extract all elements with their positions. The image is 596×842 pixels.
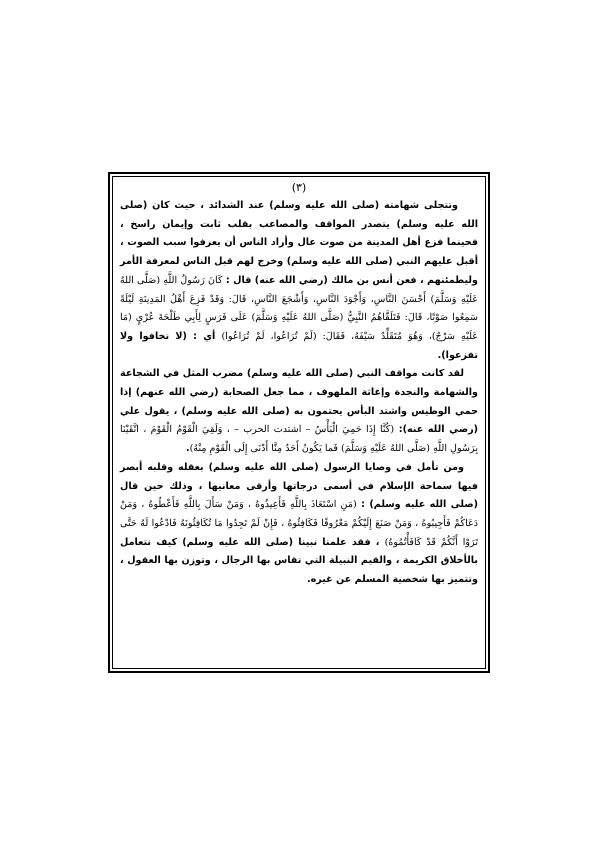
page-number: (٣) bbox=[291, 181, 307, 194]
paragraph-text: ومن تأمل في وصايا الرسول (صلى الله عليه وسلم) بعقله وقلبه أبصر فيها سماحة الإسلام في أسمى درجاتها وأرقى معانيها ، وذلك حين قال (صلى الله عليه وسلم) : bbox=[120, 461, 478, 511]
paragraph-text: . bbox=[185, 443, 190, 455]
paragraph-courage bbox=[120, 197, 478, 365]
paragraph-text: لقد كانت مواقف النبي (صلى الله عليه وسلم) مضرب المثل في الشجاعة والشهامة والنجدة وإغاثة الملهوف ، مما جعل الصحابة (رضي الله عنهم) إذا حمي الوطيس واشتد البأس يحتمون به (صلى الله عليه وسلم) ، يقول علي (رضي الله عنه): bbox=[120, 368, 478, 436]
page-border-inner bbox=[112, 176, 486, 669]
paragraph-bravery bbox=[120, 365, 478, 459]
paragraph-text: وتتجلى شهامته (صلى الله عليه وسلم) عند الشدائد ، حيث كان (صلى الله عليه وسلم) يتصدر المواقف والمصاعب بقلب ثابت وإيمان راسخ ، فحينما فزع أهل المدينة من صوت عال وأراد الناس أن يعرفوا سبب الصوت ، أقبل عليهم النبي (صلى الله عليه وسلم) وخرج لهم قبل الناس لمعرفة الأمر وليطمئنهم ، فعن أنس بن مالك (رضي الله عنه) قال : bbox=[120, 200, 478, 286]
hadith-quote: كَانَ رَسُولُ اللَّهِ (صَلَّى اللهُ عَلَيْهِ وَسَلَّمَ) أَحْسَنَ النَّاسِ، وَأَجْوَدَ النَّاسِ، وَأَشْجَعَ النَّاسِ، قَالَ: وَقَدْ فَزِعَ أَهْلُ المَدِينَةِ لَيْلَةً سَمِعُوا صَوْتًا، قَالَ: فَتَلَقَّاهُمُ النَّبِيُّ (صَلَّى اللهُ عَلَيْهِ وَسَلَّمَ) عَلَى فَرَسٍ لِأَبِي طَلْحَةَ عُرْيٍ (مَا عَلَيْهِ سَرْجٌ)، وَهُوَ مُتَقَلِّدٌ سَيْفَهُ، فَقَالَ: (لَمْ تُرَاعُوا، لَمْ تُرَاعُوا) bbox=[120, 274, 478, 342]
paragraph-tolerance bbox=[120, 459, 478, 590]
article-body bbox=[120, 197, 478, 590]
paragraph-text: أي : (لا تخافوا ولا تفزعوا). bbox=[120, 330, 478, 361]
hadith-quote: (كُنَّا إِذَا حَمِيَ الْبَأْسُ – اشتدت الحرب – ، وَلَقِيَ الْقَوْمُ الْقَوْمَ ، اتَّقَيْنَا بِرَسُولِ اللَّهِ (صَلَّى اللهُ عَلَيْهِ وَسَلَّمَ) فَما يَكُونُ أَحَدٌ مِنَّا أَدْنَى إِلَى الْقَوْمِ مِنْهُ) bbox=[120, 424, 478, 455]
paragraph-text: ، فقد علمنا نبينا (صلى الله عليه وسلم) كيف نتعامل بالأخلاق الكريمة ، والقيم النبيلة التي تقاس بها الرجال ، وتوزن بها العقول ، وتتميز بها شخصية المسلم عن غيره. bbox=[120, 536, 478, 586]
hadith-quote: (مَنِ اسْتَعَاذَ بِاللَّهِ فَأَعِيذُوهُ ، وَمَنْ سَأَلَ بِاللَّهِ فَأَعْطُوهُ ، وَمَنْ دَعَاكُمْ فَأَجِيبُوهُ ، وَمَنْ صَنَعَ إِلَيْكُمْ مَعْرُوفًا فَكَافِئُوهُ ، فَإِنْ لَمْ تَجِدُوا مَا تُكَافِئُونَهُ فَادْعُوا لَهُ حَتَّى تَرَوْا أَنَّكُمْ قَدْ كَافَأْتُمُوهُ) bbox=[120, 499, 478, 548]
